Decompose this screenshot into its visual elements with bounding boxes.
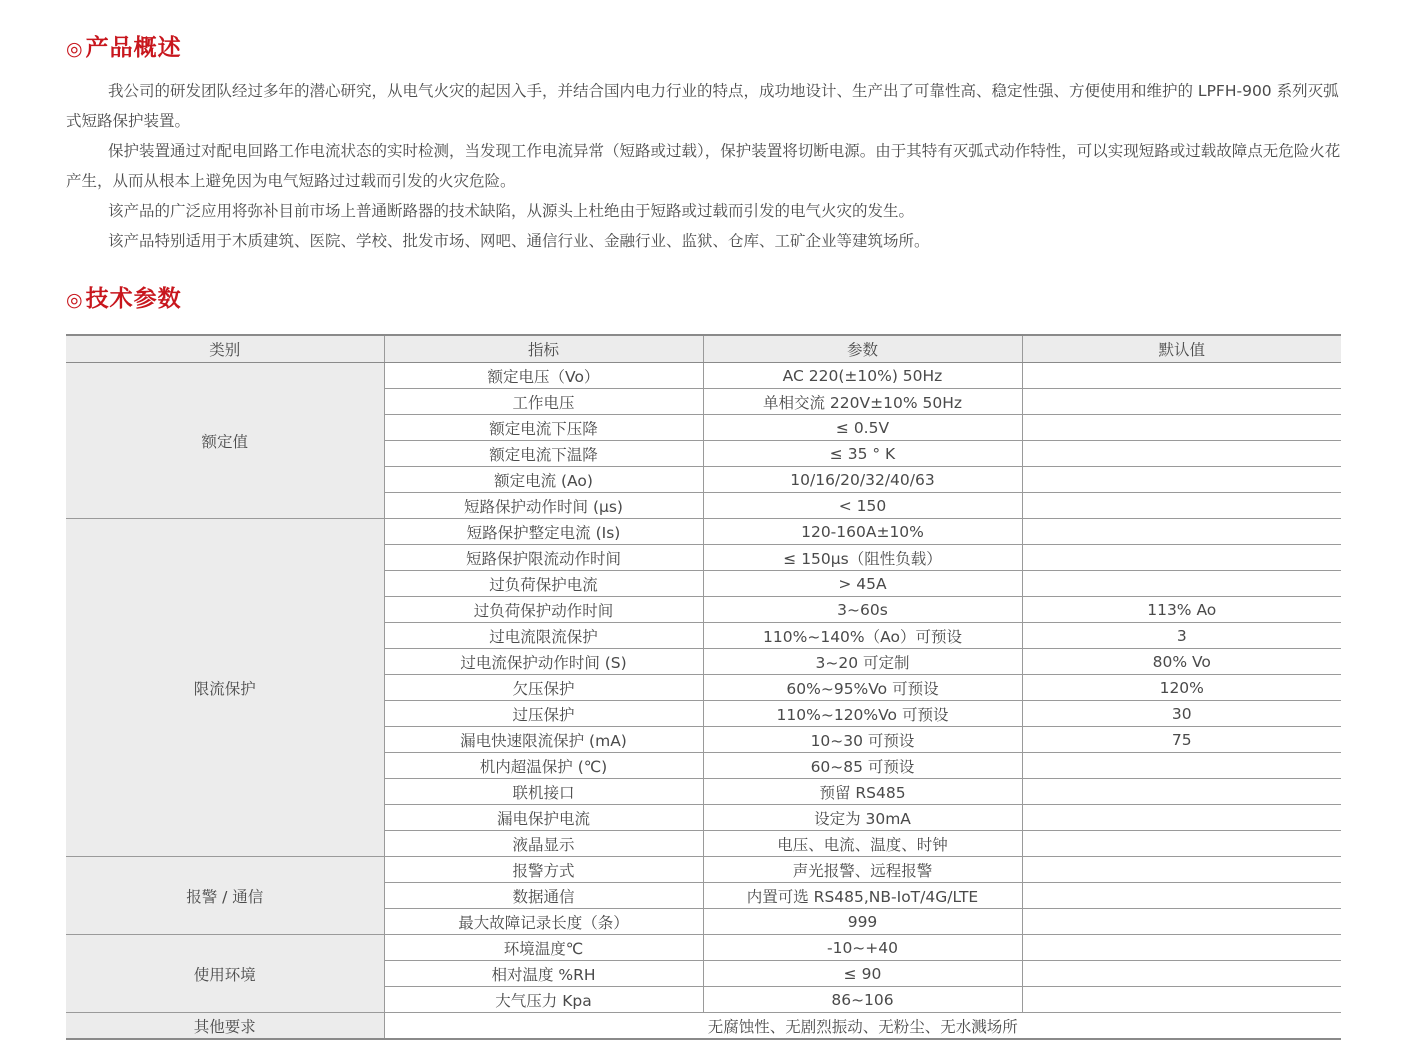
default-value-cell: 30 xyxy=(1022,701,1341,727)
indicator-cell: 过电流限流保护 xyxy=(384,623,703,649)
table-row xyxy=(66,519,1341,545)
indicator-cell: 机内超温保护 (℃) xyxy=(384,753,703,779)
column-header-parameter: 参数 xyxy=(703,335,1022,363)
indicator-cell: 额定电流 (Ao) xyxy=(384,467,703,493)
default-value-cell xyxy=(1022,805,1341,831)
category-cell: 其他要求 xyxy=(66,1013,384,1040)
indicator-cell: 联机接口 xyxy=(384,779,703,805)
category-cell: 限流保护 xyxy=(66,519,384,857)
parameter-cell: 60%~95%Vo 可预设 xyxy=(703,675,1022,701)
default-value-cell xyxy=(1022,935,1341,961)
indicator-cell: 额定电压（Vo） xyxy=(384,363,703,389)
default-value-cell: 80% Vo xyxy=(1022,649,1341,675)
parameter-cell: 预留 RS485 xyxy=(703,779,1022,805)
overview-heading xyxy=(66,33,182,64)
default-value-cell xyxy=(1022,883,1341,909)
default-value-cell xyxy=(1022,519,1341,545)
parameter-cell: > 45A xyxy=(703,571,1022,597)
parameter-cell: ≤ 90 xyxy=(703,961,1022,987)
circle-mark-icon: ◎ xyxy=(66,289,84,311)
default-value-cell xyxy=(1022,467,1341,493)
parameter-cell: 86~106 xyxy=(703,987,1022,1013)
indicator-cell: 过电流保护动作时间 (S) xyxy=(384,649,703,675)
indicator-cell: 大气压力 Kpa xyxy=(384,987,703,1013)
parameter-cell: < 150 xyxy=(703,493,1022,519)
default-value-cell xyxy=(1022,415,1341,441)
parameter-cell: ≤ 35 ° K xyxy=(703,441,1022,467)
default-value-cell xyxy=(1022,753,1341,779)
table-row xyxy=(66,1013,1341,1040)
default-value-cell xyxy=(1022,779,1341,805)
table-row xyxy=(66,363,1341,389)
indicator-cell: 相对温度 %RH xyxy=(384,961,703,987)
parameter-cell: 内置可选 RS485,NB-IoT/4G/LTE xyxy=(703,883,1022,909)
parameter-cell: 电压、电流、温度、时钟 xyxy=(703,831,1022,857)
column-header-default: 默认值 xyxy=(1022,335,1341,363)
specs-table xyxy=(66,334,1341,1040)
parameter-cell: 110%~140%（Ao）可预设 xyxy=(703,623,1022,649)
table-row xyxy=(66,935,1341,961)
parameter-cell: AC 220(±10%) 50Hz xyxy=(703,363,1022,389)
indicator-cell: 数据通信 xyxy=(384,883,703,909)
default-value-cell xyxy=(1022,441,1341,467)
overview-paragraph: 我公司的研发团队经过多年的潜心研究，从电气火灾的起因入手，并结合国内电力行业的特点，成功地设计、生产出了可靠性高、稳定性强、方便使用和维护的 LPFH-900 系列灭弧式短路保护装置。 xyxy=(66,82,1339,130)
indicator-cell: 额定电流下压降 xyxy=(384,415,703,441)
parameter-cell: 999 xyxy=(703,909,1022,935)
category-cell: 报警 / 通信 xyxy=(66,857,384,935)
parameter-cell: 设定为 30mA xyxy=(703,805,1022,831)
parameter-cell: 110%~120%Vo 可预设 xyxy=(703,701,1022,727)
default-value-cell xyxy=(1022,363,1341,389)
indicator-cell: 过压保护 xyxy=(384,701,703,727)
overview-paragraph: 该产品的广泛应用将弥补目前市场上普通断路器的技术缺陷，从源头上杜绝由于短路或过载而引发的电气火灾的发生。 xyxy=(108,202,915,220)
parameter-cell: 声光报警、远程报警 xyxy=(703,857,1022,883)
default-value-cell xyxy=(1022,987,1341,1013)
other-requirements-cell: 无腐蚀性、无剧烈振动、无粉尘、无水溅场所 xyxy=(384,1013,1341,1040)
default-value-cell xyxy=(1022,831,1341,857)
column-header-indicator: 指标 xyxy=(384,335,703,363)
default-value-cell xyxy=(1022,857,1341,883)
indicator-cell: 短路保护整定电流 (Is) xyxy=(384,519,703,545)
overview-paragraph: 该产品特别适用于木质建筑、医院、学校、批发市场、网吧、通信行业、金融行业、监狱、仓库、工矿企业等建筑场所。 xyxy=(108,232,930,250)
category-cell: 额定值 xyxy=(66,363,384,519)
column-header-category: 类别 xyxy=(66,335,384,363)
overview-text xyxy=(66,76,1341,256)
indicator-cell: 欠压保护 xyxy=(384,675,703,701)
table-body xyxy=(66,363,1341,1040)
default-value-cell: 120% xyxy=(1022,675,1341,701)
circle-mark-icon: ◎ xyxy=(66,38,84,60)
indicator-cell: 环境温度℃ xyxy=(384,935,703,961)
indicator-cell: 短路保护动作时间 (µs) xyxy=(384,493,703,519)
default-value-cell: 113% Ao xyxy=(1022,597,1341,623)
specs-title: 技术参数 xyxy=(85,286,182,312)
indicator-cell: 漏电保护电流 xyxy=(384,805,703,831)
parameter-cell: 60~85 可预设 xyxy=(703,753,1022,779)
overview-title: 产品概述 xyxy=(85,35,182,61)
default-value-cell: 75 xyxy=(1022,727,1341,753)
indicator-cell: 额定电流下温降 xyxy=(384,441,703,467)
indicator-cell: 短路保护限流动作时间 xyxy=(384,545,703,571)
parameter-cell: 3~20 可定制 xyxy=(703,649,1022,675)
parameter-cell: 10~30 可预设 xyxy=(703,727,1022,753)
default-value-cell xyxy=(1022,493,1341,519)
default-value-cell xyxy=(1022,571,1341,597)
default-value-cell: 3 xyxy=(1022,623,1341,649)
indicator-cell: 报警方式 xyxy=(384,857,703,883)
parameter-cell: 120-160A±10% xyxy=(703,519,1022,545)
default-value-cell xyxy=(1022,961,1341,987)
parameter-cell: ≤ 0.5V xyxy=(703,415,1022,441)
table-header-row xyxy=(66,335,1341,363)
table-row xyxy=(66,857,1341,883)
default-value-cell xyxy=(1022,389,1341,415)
parameter-cell: 10/16/20/32/40/63 xyxy=(703,467,1022,493)
indicator-cell: 最大故障记录长度（条） xyxy=(384,909,703,935)
specs-heading xyxy=(66,284,182,315)
indicator-cell: 液晶显示 xyxy=(384,831,703,857)
indicator-cell: 过负荷保护电流 xyxy=(384,571,703,597)
indicator-cell: 漏电快速限流保护 (mA) xyxy=(384,727,703,753)
parameter-cell: 3~60s xyxy=(703,597,1022,623)
default-value-cell xyxy=(1022,545,1341,571)
parameter-cell: 单相交流 220V±10% 50Hz xyxy=(703,389,1022,415)
indicator-cell: 过负荷保护动作时间 xyxy=(384,597,703,623)
default-value-cell xyxy=(1022,909,1341,935)
parameter-cell: ≤ 150µs（阻性负载） xyxy=(703,545,1022,571)
category-cell: 使用环境 xyxy=(66,935,384,1013)
overview-paragraph: 保护装置通过对配电回路工作电流状态的实时检测，当发现工作电流异常（短路或过载），保护装置将切断电源。由于其特有灭弧式动作特性，可以实现短路或过载故障点无危险火花产生，从而从根本上避免因为电气短路过过载而引发的火灾危险。 xyxy=(66,142,1341,190)
parameter-cell: -10~+40 xyxy=(703,935,1022,961)
indicator-cell: 工作电压 xyxy=(384,389,703,415)
